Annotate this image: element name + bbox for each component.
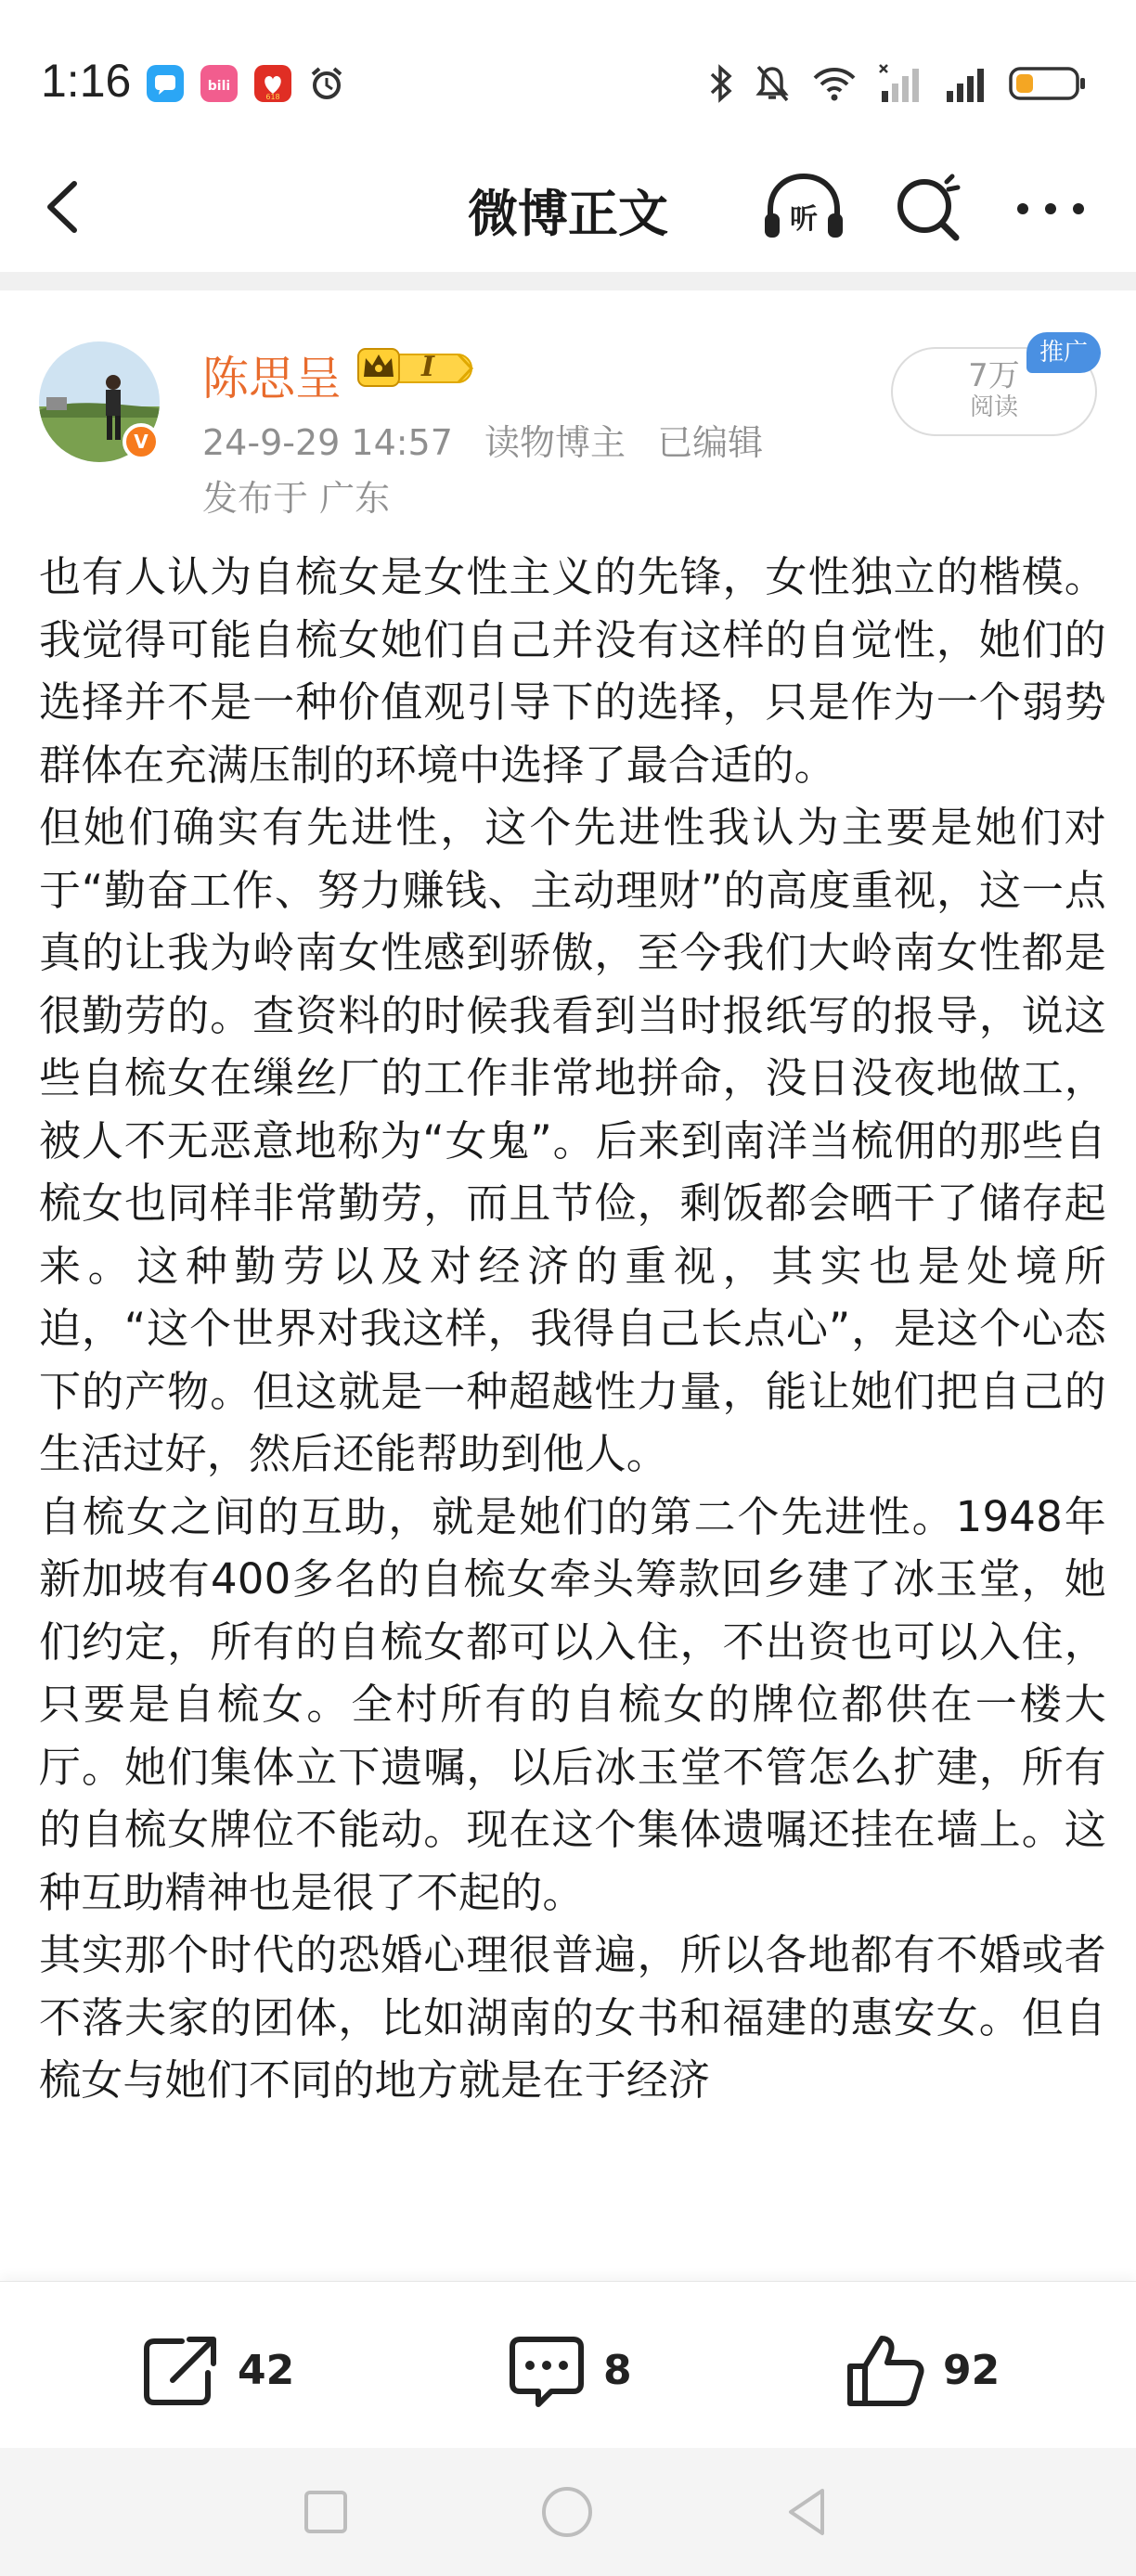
paragraph: 但她们确实有先进性，这个先进性我认为主要是她们对于“勤奋工作、努力赚钱、主动理财”的高度重视，这一点真的让我为岭南女性感到骄傲，至今我们大岭南女性都是很勤劳的。查资料的时候我看到当时报纸写的报导，说这些自梳女在缫丝厂的工作非常地拼命，没日没夜地做工，被人不无恶意地称为“女鬼”。后来到南洋当梳佣的那些自梳女也同样非常勤劳，而且节俭，剩饭都会晒干了储存起来。这种勤劳以及对经济的重视，其实也是处境所迫，“这个世界对我这样，我得自己长点心”，是这个心态下的产物。但这就是一种超越性力量，能让她们把自己的生活过好，然后还能帮助到他人。 (39, 803, 1106, 1478)
alarm-icon (308, 65, 345, 102)
comment-count: 8 (603, 2346, 632, 2394)
clock: 1:16 (41, 55, 132, 107)
read-count-label: 阅读 (969, 393, 1018, 421)
paragraph: 自梳女之间的互助，就是她们的第二个先进性。1948年新加坡有400多名的自梳女牵头筹款回乡建了冰玉堂，她们约定，所有的自梳女都可以入住，不出资也可以入住，只要是自梳女。全村所有的自梳女的牌位都供在一楼大厅。她们集体立下遗嘱，以后冰玉堂不管怎么扩建，所有的自梳女牌位不能动。现在这个集体遗嘱还挂在墙上。这种互助精神也是很了不起的。 (39, 1491, 1106, 1917)
share-icon (141, 2332, 221, 2408)
page-title: 微博正文 (468, 185, 668, 243)
svg-text:bili: bili (207, 79, 231, 94)
author-name[interactable]: 陈思呈 (202, 352, 342, 406)
square-icon (299, 2485, 353, 2539)
search-icon (891, 169, 965, 247)
nav-bar (0, 148, 1136, 269)
repost-button[interactable] (141, 2328, 294, 2412)
wifi-icon (811, 63, 858, 104)
post-content (39, 546, 1106, 2275)
edited-label[interactable]: 已编辑 (657, 422, 764, 463)
post-date: 24-9-29 14:57 (202, 422, 453, 463)
paragraph: 也有人认为自梳女是女性主义的先锋，女性独立的楷模。我觉得可能自梳女她们自己并没有这样的自觉性，她们的选择并不是一种价值观引导下的选择，只是作为一个弱势群体在充满压制的环境中选择了最合适的。 (39, 552, 1106, 790)
section-divider (0, 272, 1136, 290)
comment-button[interactable] (507, 2328, 632, 2412)
verified-badge: V (123, 423, 160, 460)
back-nav-button[interactable] (780, 2483, 837, 2541)
more-icon (1012, 186, 1090, 232)
like-count: 92 (943, 2346, 1000, 2394)
author-category: 读物博主 (484, 422, 626, 463)
more-button[interactable] (1012, 186, 1090, 232)
thumbs-up-icon (845, 2331, 926, 2409)
status-icons (709, 59, 1088, 108)
home-button[interactable] (538, 2483, 596, 2541)
recents-button[interactable] (299, 2485, 353, 2539)
status-bar (0, 0, 1136, 148)
battery-low-icon (1008, 63, 1088, 104)
member-level-badge[interactable] (356, 343, 477, 395)
crown-icon (356, 343, 477, 392)
triangle-back-icon (780, 2483, 837, 2541)
search-button[interactable] (891, 169, 965, 247)
svg-text:听: 听 (790, 203, 818, 236)
system-nav-bar (0, 2448, 1136, 2576)
pdd-618-icon (254, 65, 291, 102)
comment-icon (507, 2332, 587, 2408)
read-count-value: 7万 (968, 357, 1020, 394)
signal-icon (943, 63, 988, 104)
repost-count: 42 (238, 2346, 295, 2394)
bluetooth-icon (709, 63, 733, 104)
circle-icon (538, 2483, 596, 2541)
svg-text:618: 618 (265, 93, 280, 101)
promote-badge[interactable]: 推广 (1026, 332, 1101, 373)
headphones-icon (759, 169, 848, 247)
signal-weak-icon (878, 63, 923, 104)
listen-button[interactable] (759, 169, 848, 247)
mute-icon (754, 63, 791, 104)
action-bar (0, 2281, 1136, 2448)
post-location: 发布于 广东 (202, 478, 391, 519)
qq-browser-icon (147, 65, 184, 102)
level-text: I (421, 351, 435, 383)
bilibili-icon (200, 65, 238, 102)
post-meta (202, 414, 783, 465)
paragraph: 其实那个时代的恐婚心理很普遍，所以各地都有不婚或者不落夫家的团体，比如湖南的女书和福建的惠安女。但自梳女与她们不同的地方就是在于经济 (39, 1930, 1106, 2105)
like-button[interactable] (845, 2328, 1000, 2412)
